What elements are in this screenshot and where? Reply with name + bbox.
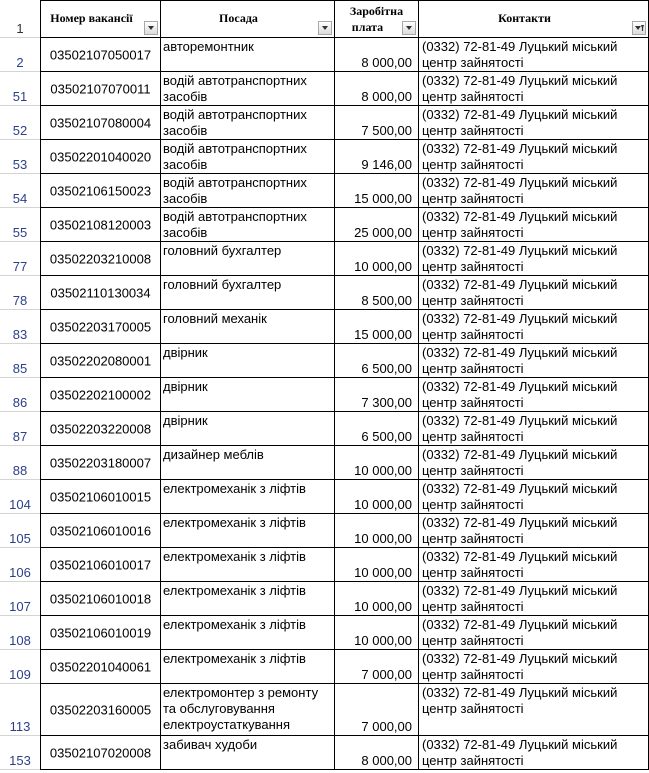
cell-vacancy-number-text: 03502107070011: [50, 81, 151, 96]
cell-vacancy-number[interactable]: [40, 242, 161, 276]
header-position[interactable]: [161, 0, 335, 38]
cell-contacts[interactable]: [419, 276, 649, 310]
header-salary-label-line1: Заробітна: [349, 4, 404, 18]
row-number[interactable]: [0, 650, 40, 684]
cell-position-text: електромонтер з ремонту та обслуговування електроустаткування: [163, 685, 319, 732]
cell-contacts-text: (0332) 72-81-49 Луцький міський центр зайнятості: [422, 175, 618, 206]
cell-contacts[interactable]: [419, 412, 649, 446]
header-position-label: Посада: [219, 11, 258, 25]
row-number[interactable]: [0, 480, 40, 514]
cell-position-text: водій автотранспортних засобів: [163, 107, 307, 138]
row-number[interactable]: [0, 208, 40, 242]
cell-contacts[interactable]: [419, 480, 649, 514]
cell-vacancy-number[interactable]: [40, 310, 161, 344]
cell-salary-text: 10 000,00: [354, 463, 412, 478]
cell-vacancy-number-text: 03502107080004: [49, 115, 152, 130]
cell-position[interactable]: [161, 310, 335, 344]
cell-vacancy-number[interactable]: [40, 208, 161, 242]
row-number-label: 153: [9, 753, 31, 768]
cell-vacancy-number-text: 03502201040020: [49, 149, 152, 164]
cell-vacancy-number-text: 03502203210008: [49, 251, 152, 266]
cell-position[interactable]: [161, 140, 335, 174]
cell-salary[interactable]: [335, 412, 419, 446]
cell-salary[interactable]: [335, 582, 419, 616]
cell-position-text: електромеханік з ліфтів: [163, 583, 306, 598]
cell-position[interactable]: [161, 650, 335, 684]
cell-contacts[interactable]: [419, 72, 649, 106]
cell-position-text: водій автотранспортних засобів: [163, 175, 307, 206]
cell-vacancy-number-text: 03502203180007: [49, 455, 152, 470]
cell-vacancy-number[interactable]: [40, 480, 161, 514]
cell-salary[interactable]: [335, 378, 419, 412]
table-row: [0, 736, 649, 770]
row-number-label: 109: [9, 667, 31, 682]
cell-position-text: водій автотранспортних засобів: [163, 141, 307, 172]
cell-position-text: головний бухгалтер: [163, 243, 282, 258]
cell-vacancy-number-text: 03502106150023: [49, 183, 152, 198]
table-row: [0, 72, 649, 106]
filter-dropdown-icon[interactable]: [318, 21, 332, 35]
cell-contacts-text: (0332) 72-81-49 Луцький міський центр зайнятості: [422, 583, 618, 614]
filter-dropdown-icon[interactable]: [144, 21, 158, 35]
cell-salary-text: 8 000,00: [361, 753, 412, 768]
cell-salary-text: 6 500,00: [361, 361, 412, 376]
cell-position-text: двірник: [163, 379, 208, 394]
table-row: [0, 616, 649, 650]
cell-salary[interactable]: [335, 242, 419, 276]
table-row: [0, 378, 649, 412]
cell-salary[interactable]: [335, 174, 419, 208]
cell-vacancy-number[interactable]: [40, 378, 161, 412]
cell-salary[interactable]: [335, 446, 419, 480]
table-row: [0, 548, 649, 582]
cell-vacancy-number[interactable]: [40, 548, 161, 582]
cell-contacts-text: (0332) 72-81-49 Луцький міський центр зайнятості: [422, 413, 618, 444]
cell-salary-text: 15 000,00: [354, 327, 412, 342]
cell-position-text: забивач худоби: [163, 737, 258, 752]
cell-vacancy-number[interactable]: [40, 276, 161, 310]
cell-contacts-text: (0332) 72-81-49 Луцький міський центр зайнятості: [422, 515, 618, 546]
cell-position-text: електромеханік з ліфтів: [163, 617, 306, 632]
cell-contacts[interactable]: [419, 242, 649, 276]
table-row: [0, 106, 649, 140]
cell-vacancy-number-text: 03502202100002: [49, 387, 152, 402]
header-contacts[interactable]: [419, 0, 649, 38]
table-row: [0, 310, 649, 344]
row-number[interactable]: [0, 276, 40, 310]
cell-vacancy-number-text: 03502203160005: [49, 702, 152, 717]
cell-contacts-text: (0332) 72-81-49 Луцький міський центр зайнятості: [422, 141, 618, 172]
table-row: [0, 38, 649, 72]
cell-vacancy-number-text: 03502107050017: [49, 47, 152, 62]
row-number[interactable]: [0, 514, 40, 548]
cell-vacancy-number-text: 03502108120003: [49, 217, 152, 232]
cell-vacancy-number[interactable]: [40, 650, 161, 684]
cell-vacancy-number[interactable]: [40, 684, 161, 736]
cell-salary[interactable]: [335, 616, 419, 650]
row-number-label: 85: [12, 361, 28, 376]
cell-salary-text: 6 500,00: [361, 429, 412, 444]
cell-contacts[interactable]: [419, 548, 649, 582]
cell-vacancy-number-text: 03502201040061: [49, 659, 152, 674]
cell-contacts[interactable]: [419, 310, 649, 344]
cell-salary-text: 7 000,00: [361, 719, 412, 734]
cell-position[interactable]: [161, 446, 335, 480]
cell-vacancy-number-text: 03502106010015: [49, 489, 152, 504]
cell-salary[interactable]: [335, 276, 419, 310]
cell-position[interactable]: [161, 174, 335, 208]
cell-salary-text: 10 000,00: [354, 565, 412, 580]
cell-position[interactable]: [161, 514, 335, 548]
row-number[interactable]: [0, 616, 40, 650]
cell-vacancy-number[interactable]: [40, 72, 161, 106]
cell-salary-text: 8 000,00: [361, 89, 412, 104]
row-number[interactable]: [0, 548, 40, 582]
header-salary-label-line2: плата: [351, 20, 384, 34]
row-number[interactable]: [0, 106, 40, 140]
filter-active-icon[interactable]: [632, 21, 646, 35]
cell-vacancy-number[interactable]: [40, 174, 161, 208]
cell-salary[interactable]: [335, 72, 419, 106]
table-row: [0, 276, 649, 310]
table-row: [0, 412, 649, 446]
cell-position-text: водій автотранспортних засобів: [163, 73, 307, 104]
cell-contacts[interactable]: [419, 174, 649, 208]
cell-contacts[interactable]: [419, 344, 649, 378]
cell-position[interactable]: [161, 412, 335, 446]
cell-salary-text: 10 000,00: [354, 259, 412, 274]
row-number[interactable]: [0, 736, 40, 770]
cell-salary-text: 7 000,00: [361, 667, 412, 682]
table-row: [0, 242, 649, 276]
row-number-label: 55: [12, 225, 28, 240]
cell-salary[interactable]: [335, 548, 419, 582]
header-vacancy-number[interactable]: [40, 0, 161, 38]
cell-vacancy-number-text: 03502106010017: [49, 557, 152, 572]
header-contacts-label: Контакти: [498, 11, 551, 25]
cell-contacts-text: (0332) 72-81-49 Луцький міський центр зайнятості: [422, 685, 618, 716]
cell-contacts[interactable]: [419, 140, 649, 174]
row-number-label: 104: [9, 497, 31, 512]
row-number-label: 52: [12, 123, 28, 138]
cell-salary-text: 10 000,00: [354, 633, 412, 648]
cell-contacts[interactable]: [419, 106, 649, 140]
table-row: [0, 582, 649, 616]
row-number[interactable]: [0, 38, 40, 72]
cell-vacancy-number[interactable]: [40, 38, 161, 72]
cell-salary-text: 15 000,00: [354, 191, 412, 206]
cell-position[interactable]: [161, 208, 335, 242]
filter-dropdown-icon[interactable]: [402, 21, 416, 35]
table-row: [0, 174, 649, 208]
cell-salary[interactable]: [335, 736, 419, 770]
row-number-label: 78: [12, 293, 28, 308]
cell-contacts-text: (0332) 72-81-49 Луцький міський центр зайнятості: [422, 549, 618, 580]
cell-contacts-text: (0332) 72-81-49 Луцький міський центр зайнятості: [422, 243, 618, 274]
header-row: [0, 0, 649, 38]
cell-salary-text: 10 000,00: [354, 531, 412, 546]
cell-salary-text: 8 500,00: [361, 293, 412, 308]
row-number[interactable]: [0, 684, 40, 736]
cell-vacancy-number[interactable]: [40, 582, 161, 616]
row-number[interactable]: [0, 344, 40, 378]
header-vacancy-number-label: Номер вакансії: [50, 11, 133, 25]
cell-position[interactable]: [161, 480, 335, 514]
cell-position-text: авторемонтник: [163, 39, 254, 54]
row-number-label: 113: [9, 719, 31, 734]
cell-position[interactable]: [161, 548, 335, 582]
table-row: [0, 650, 649, 684]
cell-vacancy-number[interactable]: [40, 344, 161, 378]
cell-contacts-text: (0332) 72-81-49 Луцький міський центр зайнятості: [422, 39, 618, 70]
cell-salary[interactable]: [335, 344, 419, 378]
table-row: [0, 446, 649, 480]
cell-contacts-text: (0332) 72-81-49 Луцький міський центр зайнятості: [422, 481, 618, 512]
cell-position[interactable]: [161, 736, 335, 770]
cell-salary[interactable]: [335, 106, 419, 140]
cell-position[interactable]: [161, 242, 335, 276]
cell-salary-text: 25 000,00: [354, 225, 412, 240]
cell-salary[interactable]: [335, 480, 419, 514]
row-number[interactable]: [0, 242, 40, 276]
cell-contacts-text: (0332) 72-81-49 Луцький міський центр зайнятості: [422, 107, 618, 138]
row-number-label: 53: [12, 157, 28, 172]
row-number-header[interactable]: [0, 0, 40, 38]
cell-contacts[interactable]: [419, 616, 649, 650]
cell-contacts-text: (0332) 72-81-49 Луцький міський центр зайнятості: [422, 73, 618, 104]
cell-vacancy-number-text: 03502106010016: [49, 523, 152, 538]
row-number-label: 83: [12, 327, 28, 342]
cell-contacts-text: (0332) 72-81-49 Луцький міський центр зайнятості: [422, 379, 618, 410]
cell-contacts-text: (0332) 72-81-49 Луцький міський центр зайнятості: [422, 651, 618, 682]
row-number[interactable]: [0, 582, 40, 616]
row-number-label: 2: [16, 55, 24, 70]
cell-contacts-text: (0332) 72-81-49 Луцький міський центр зайнятості: [422, 447, 618, 478]
cell-contacts-text: (0332) 72-81-49 Луцький міський центр зайнятості: [422, 277, 618, 308]
cell-vacancy-number[interactable]: [40, 736, 161, 770]
cell-position-text: електромеханік з ліфтів: [163, 481, 306, 496]
table-row: [0, 514, 649, 548]
row-number[interactable]: [0, 310, 40, 344]
cell-vacancy-number-text: 03502110130034: [50, 285, 151, 300]
row-number[interactable]: [0, 446, 40, 480]
cell-contacts[interactable]: [419, 208, 649, 242]
cell-salary-text: 9 146,00: [361, 157, 412, 172]
cell-contacts-text: (0332) 72-81-49 Луцький міський центр зайнятості: [422, 345, 618, 376]
cell-vacancy-number-text: 03502203170005: [49, 319, 152, 334]
cell-salary[interactable]: [335, 208, 419, 242]
row-number[interactable]: [0, 140, 40, 174]
cell-position[interactable]: [161, 378, 335, 412]
cell-salary[interactable]: [335, 310, 419, 344]
cell-position[interactable]: [161, 38, 335, 72]
cell-vacancy-number-text: 03502203220008: [49, 421, 152, 436]
cell-salary-text: 8 000,00: [361, 55, 412, 70]
cell-contacts[interactable]: [419, 378, 649, 412]
row-number-label: 54: [12, 191, 28, 206]
row-number-label: 106: [9, 565, 31, 580]
cell-salary[interactable]: [335, 38, 419, 72]
cell-salary-text: 10 000,00: [354, 497, 412, 512]
row-number-label: 1: [16, 21, 24, 36]
cell-position[interactable]: [161, 616, 335, 650]
cell-salary[interactable]: [335, 514, 419, 548]
cell-salary-text: 7 500,00: [361, 123, 412, 138]
table-row: [0, 684, 649, 736]
cell-salary[interactable]: [335, 140, 419, 174]
cell-salary[interactable]: [335, 684, 419, 736]
cell-position[interactable]: [161, 684, 335, 736]
cell-vacancy-number[interactable]: [40, 616, 161, 650]
row-number[interactable]: [0, 72, 40, 106]
cell-position[interactable]: [161, 72, 335, 106]
table-row: [0, 344, 649, 378]
cell-salary-text: 10 000,00: [354, 599, 412, 614]
cell-vacancy-number[interactable]: [40, 106, 161, 140]
cell-position-text: двірник: [163, 345, 208, 360]
row-number-label: 107: [9, 599, 31, 614]
table-row: [0, 480, 649, 514]
row-number-label: 77: [12, 259, 28, 274]
row-number[interactable]: [0, 412, 40, 446]
row-number-label: 108: [9, 633, 31, 648]
cell-vacancy-number[interactable]: [40, 412, 161, 446]
cell-position-text: електромеханік з ліфтів: [163, 515, 306, 530]
cell-contacts-text: (0332) 72-81-49 Луцький міський центр зайнятості: [422, 617, 618, 648]
cell-contacts-text: (0332) 72-81-49 Луцький міський центр зайнятості: [422, 209, 618, 240]
row-number-label: 88: [12, 463, 28, 478]
cell-vacancy-number-text: 03502107020008: [49, 745, 152, 760]
row-number[interactable]: [0, 174, 40, 208]
cell-position-text: електромеханік з ліфтів: [163, 549, 306, 564]
cell-position-text: водій автотранспортних засобів: [163, 209, 307, 240]
cell-vacancy-number[interactable]: [40, 514, 161, 548]
cell-vacancy-number-text: 03502106010019: [49, 625, 152, 640]
row-number-label: 51: [12, 89, 28, 104]
cell-vacancy-number-text: 03502106010018: [49, 591, 152, 606]
cell-position-text: головний механік: [163, 311, 267, 326]
cell-contacts[interactable]: [419, 736, 649, 770]
cell-contacts[interactable]: [419, 514, 649, 548]
cell-contacts-text: (0332) 72-81-49 Луцький міський центр зайнятості: [422, 737, 618, 768]
table-row: [0, 140, 649, 174]
cell-position[interactable]: [161, 582, 335, 616]
cell-vacancy-number[interactable]: [40, 140, 161, 174]
cell-contacts[interactable]: [419, 650, 649, 684]
row-number-label: 86: [12, 395, 28, 410]
cell-position-text: дизайнер меблів: [163, 447, 264, 462]
cell-contacts-text: (0332) 72-81-49 Луцький міський центр зайнятості: [422, 311, 618, 342]
cell-contacts[interactable]: [419, 38, 649, 72]
cell-contacts[interactable]: [419, 446, 649, 480]
cell-salary[interactable]: [335, 650, 419, 684]
cell-position[interactable]: [161, 276, 335, 310]
cell-vacancy-number[interactable]: [40, 446, 161, 480]
header-salary[interactable]: [335, 0, 419, 38]
table-row: [0, 208, 649, 242]
row-number-label: 105: [9, 531, 31, 546]
cell-position-text: електромеханік з ліфтів: [163, 651, 306, 666]
cell-position[interactable]: [161, 106, 335, 140]
cell-vacancy-number-text: 03502202080001: [49, 353, 152, 368]
cell-salary-text: 7 300,00: [361, 395, 412, 410]
row-number[interactable]: [0, 378, 40, 412]
cell-contacts[interactable]: [419, 684, 649, 736]
row-number-label: 87: [12, 429, 28, 444]
cell-position-text: головний бухгалтер: [163, 277, 282, 292]
cell-contacts[interactable]: [419, 582, 649, 616]
cell-position[interactable]: [161, 344, 335, 378]
cell-position-text: двірник: [163, 413, 208, 428]
